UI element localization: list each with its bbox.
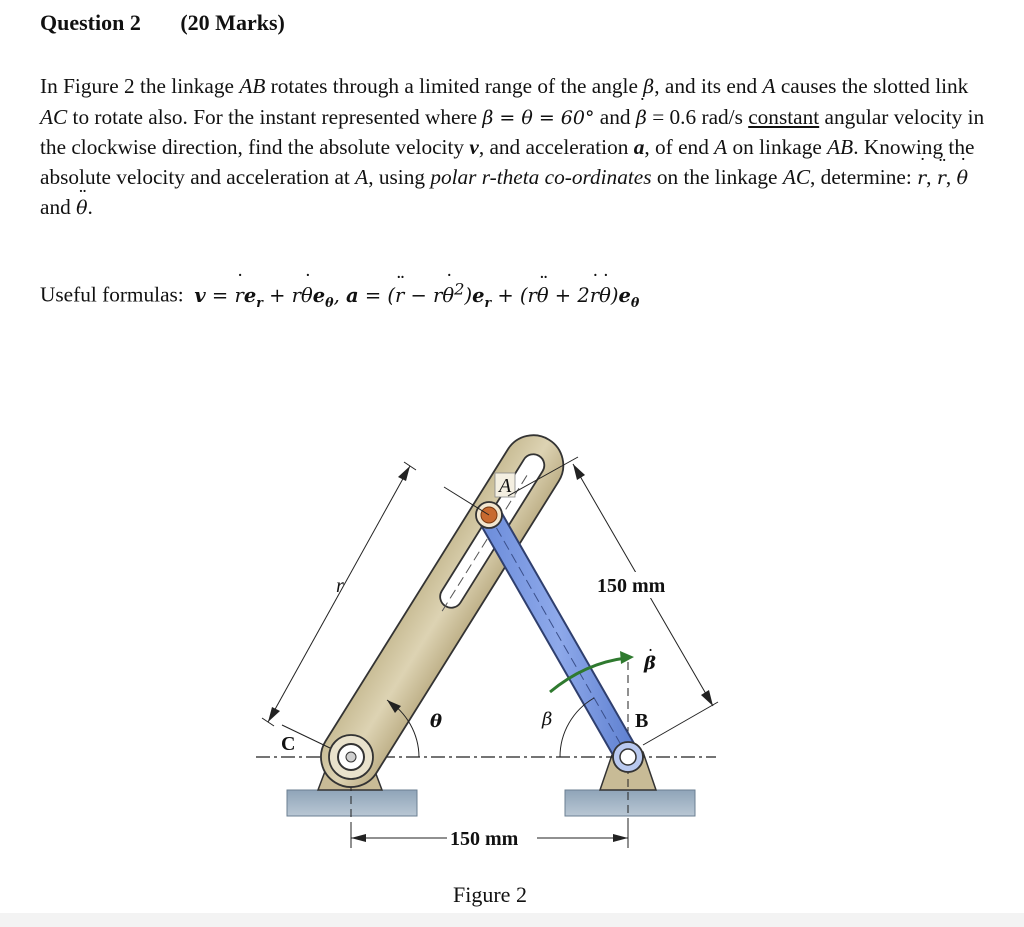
formula-lead: Useful formulas: — [40, 282, 184, 307]
label-b: B — [635, 710, 649, 732]
figure-2 — [250, 385, 770, 915]
label-beta-dot: β — [644, 653, 656, 674]
r-dot: ˙ r — [917, 164, 926, 194]
theta-ddot: ¨ θ — [76, 194, 87, 224]
question-paragraph: In Figure 2 the linkage AB rotates through a limited range of the angle β, and its end A causes the slotted link AC to rotate also. For the instant represented where β = θ = 60° and ˙ β = 0.6 rad/s constant angular velocity in the clockwise direction, find the absolute velocity v, and acceleration a, of end A on linkage AB. Knowing the absolute velocity and acceleration at A, using polar r-theta co-ordinates on the linkage AC, determine: ˙ r, ¨ r, ˙ θ and ¨ θ. — [40, 72, 1000, 224]
label-150mm-bottom: 150 mm — [450, 828, 519, 850]
label-c: C — [281, 733, 296, 755]
svg-text:.: . — [648, 636, 654, 655]
label-a: A — [499, 475, 512, 497]
label-theta: θ — [430, 711, 443, 732]
useful-formulas: Useful formulas: v = ˙ $re_r$ + r˙ $\theta e_\theta$, a = (¨ r − r˙ $\theta^2)e_r$ + (r¨ θ + 2˙ r˙ $\theta)e_\theta$ — [40, 279, 639, 309]
extension-b-right — [643, 702, 718, 745]
angle-condition: β = θ = 60° — [482, 106, 595, 129]
bottom-band — [0, 913, 1024, 927]
ground-right — [565, 790, 695, 816]
figure-caption: Figure 2 — [453, 882, 527, 907]
question-number: Question 2 — [40, 10, 141, 35]
label-beta: β — [542, 709, 553, 730]
question-marks: (20 Marks) — [180, 10, 285, 35]
label-r: r — [336, 575, 344, 597]
r-ddot: ¨ r — [937, 164, 946, 194]
theta-dot: ˙ θ — [957, 164, 968, 194]
question-header — [40, 10, 285, 36]
polar-coordinates-phrase: polar r-theta co-ordinates — [430, 164, 652, 189]
constant-underlined: constant — [748, 104, 820, 129]
beta-dot: ˙ β — [636, 104, 647, 134]
ground-left — [287, 790, 417, 816]
label-150mm-right: 150 mm — [597, 575, 666, 597]
